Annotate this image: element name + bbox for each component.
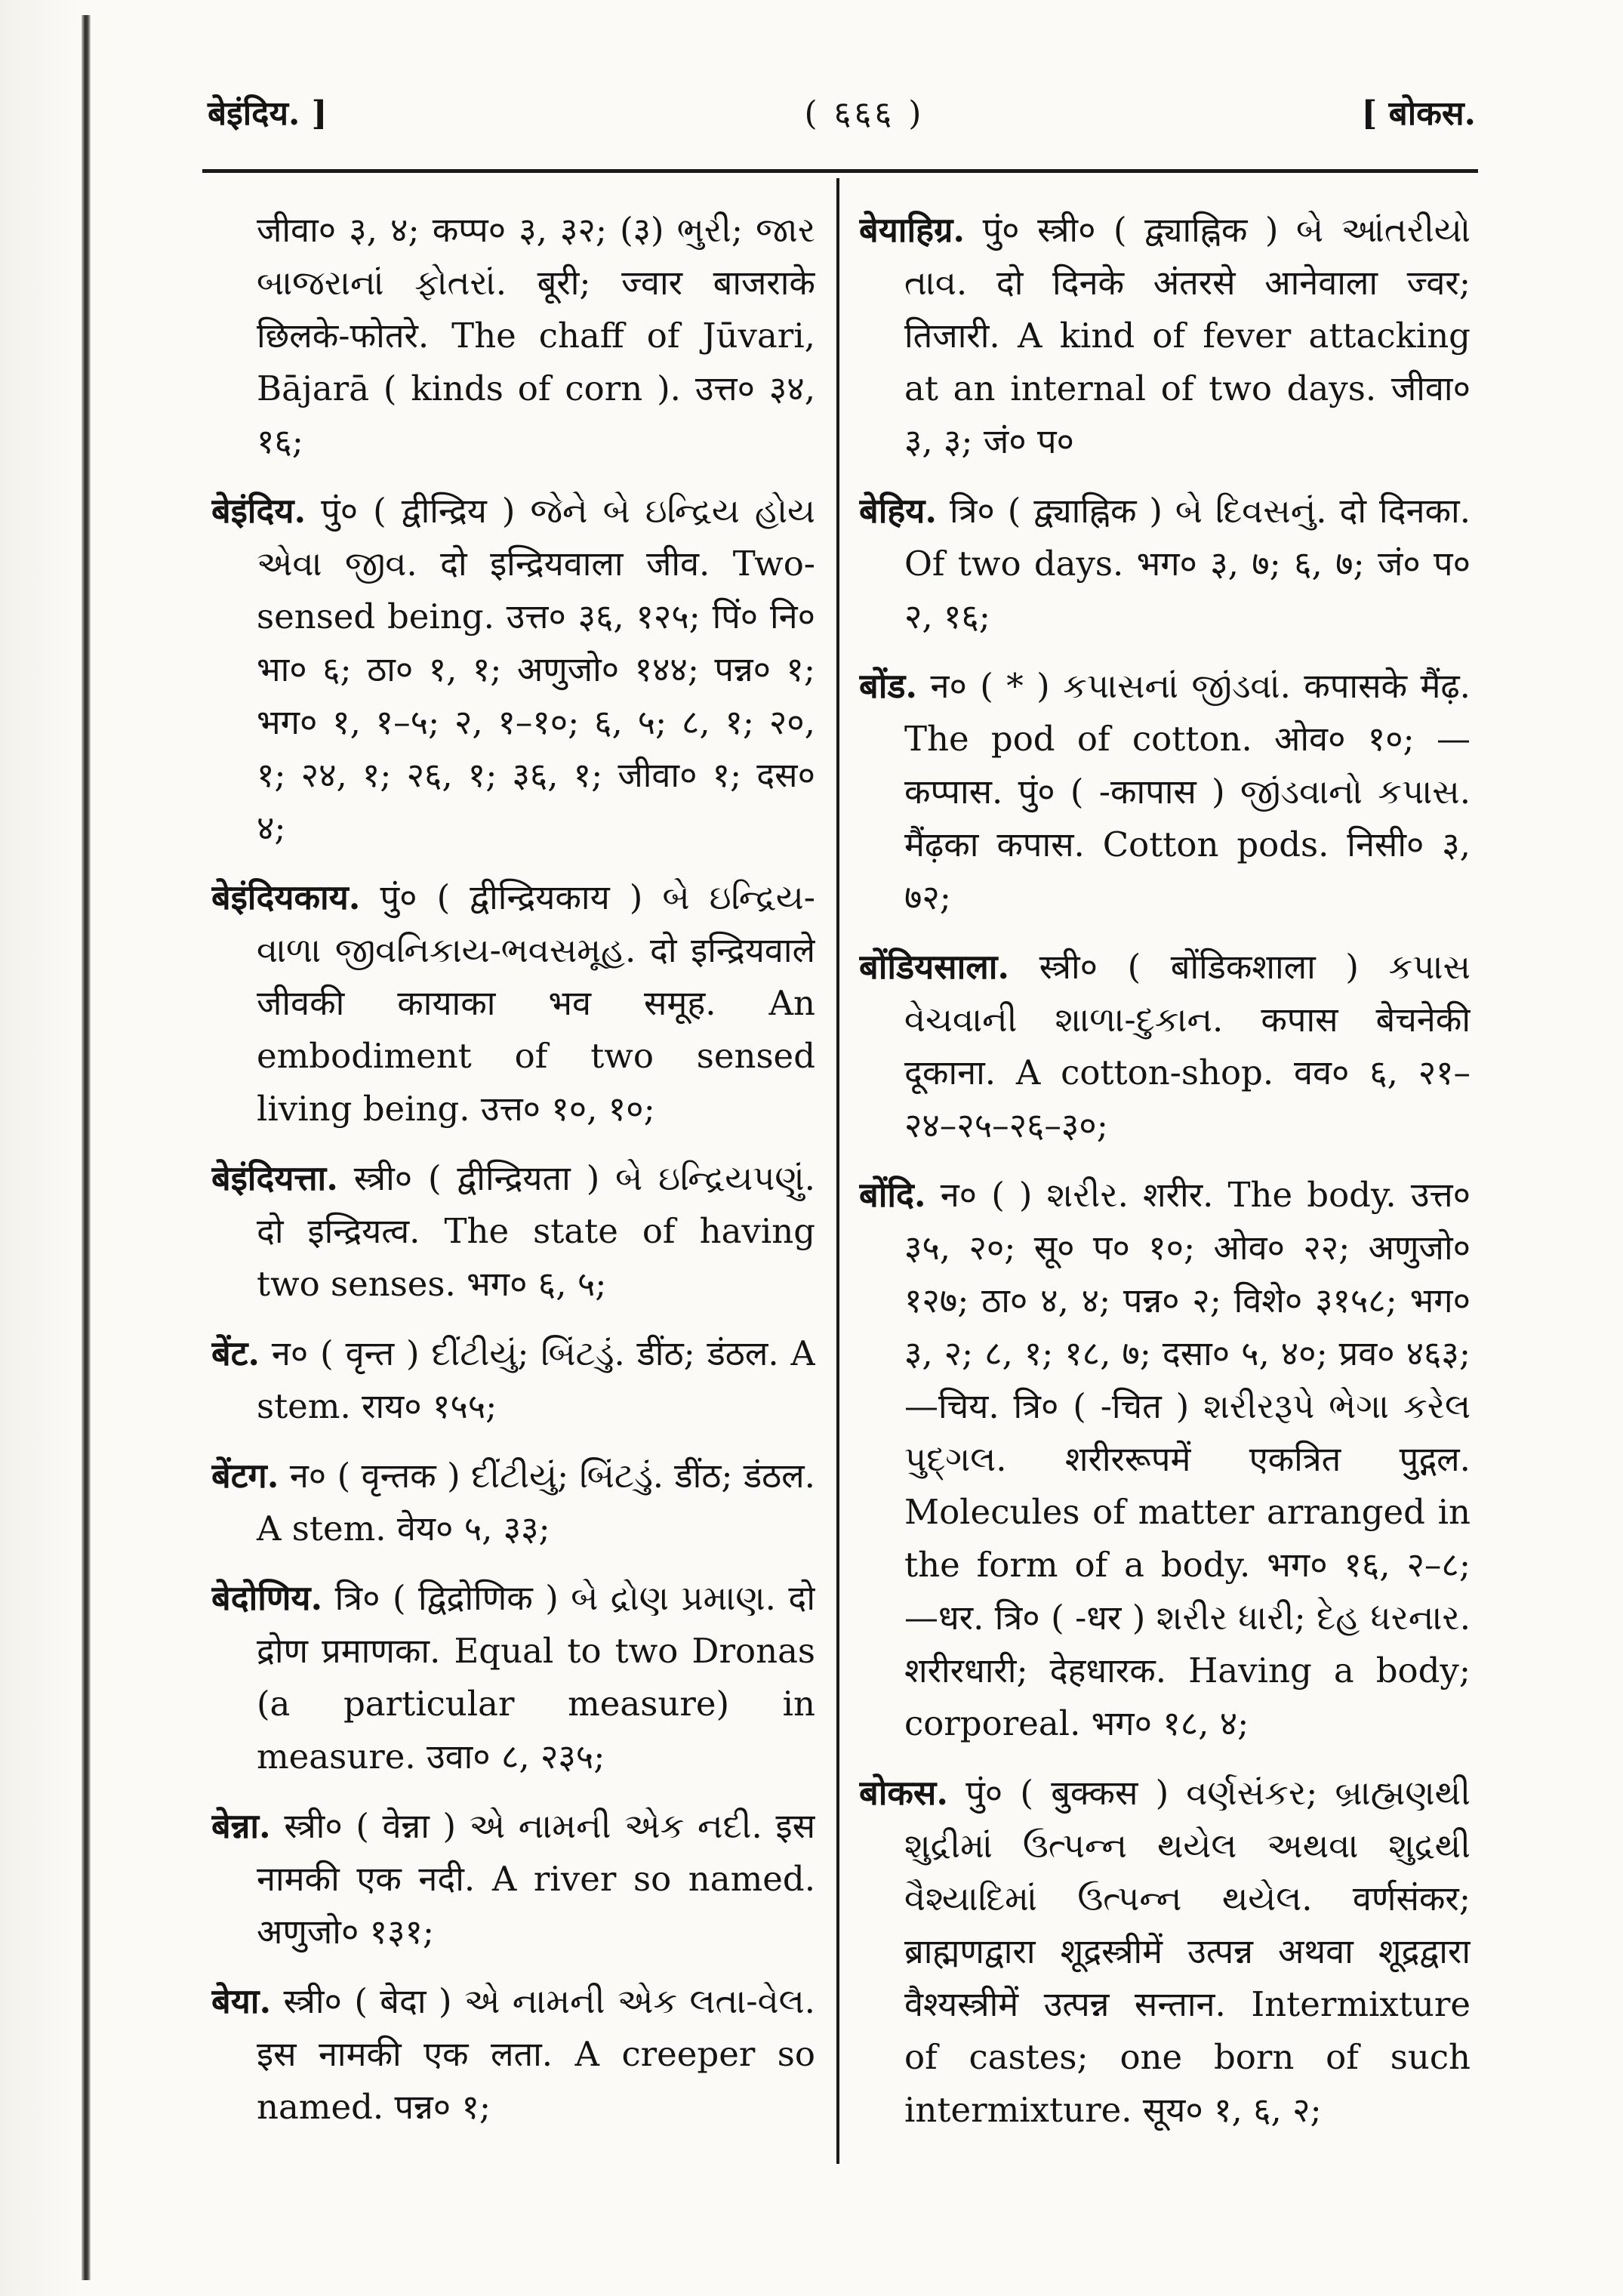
dictionary-entry — [859, 485, 1471, 643]
entry-headword: बोंडियसाला. — [859, 947, 1010, 987]
entry-body: स्त्री० ( बोंडिकशाला ) કપાસ વેચવાની શાળા-દુકાન. कपास बेचनेकी दूकाना. A cotton-shop. वव० ६, २१–२४–२५–२६–३०; — [904, 947, 1471, 1145]
dictionary-entry — [859, 1767, 1471, 2137]
entry-headword: बेन्ना. — [211, 1806, 271, 1846]
book-binding-edge — [82, 15, 91, 2280]
entry-body: पुं० ( बुक्कस ) વર્ણસંકર; બ્રાહ્મણથી શુદ્રીમાં ઉત્પન્ન થયેલ અથવા શુદ્રથી વૈશ્યાદિમાં ઉત્પન્ન થયેલ. वर्णसंकर; ब्राह्मणद्वारा शूद्रस्त्रीमें उत्पन्न अथवा शूद्रद्वारा वैश्यस्त्रीमें उत्पन्न सन्तान. Intermixture of castes; one born of such intermixture. सूय० १, ६, २; — [904, 1773, 1471, 2130]
entry-body: स्त्री० ( द्वीन्द्रियता ) બે ઇન્દ્રિયપણું. दो इन्द्रियत्व. The state of having two senses. भग० ६, ५; — [257, 1158, 815, 1304]
entry-body: न० ( ) શરીર. शरीर. The body. उत्त० ३५, २०; सू० प० १०; ओव० २२; अणुजो० १२७; ठा० ४, ४; पन्न० २; विशे० ३१५८; भग० ३, २; ८, १; १८, ७; दसा० ५, ४०; प्रव० ४६३; —चिय. त्रि० ( -चित ) શરીરરૂપે ભેગા કરેલ પુદ્ગલ. शरीररूपमें एकत्रित पुद्गल. Molecules of matter arranged in the form of a body. भग० १६, २–८; —धर. त्रि० ( -धर ) શરીર ધારી; દેહ ધરનાર. शरीरधारी; देहधारक. Having a body; corporeal. भग० १८, ४; — [904, 1175, 1471, 1743]
entry-headword: बेहिय. — [859, 491, 938, 531]
dictionary-entry — [211, 1975, 815, 2134]
entry-body: स्त्री० ( वेन्ना ) એ નામની એક નદી. इस नामकी एक नदी. A river so named. अणुजो० १३१; — [257, 1806, 815, 1952]
dictionary-entry — [859, 1169, 1471, 1750]
entry-headword: बेयाहिग्र. — [859, 210, 965, 250]
entry-headword: बोंदि. — [859, 1175, 926, 1215]
header-rule — [202, 169, 1478, 173]
dictionary-entry — [211, 1450, 815, 1555]
entry-headword: बेंटग. — [211, 1456, 279, 1496]
entry-body: न० ( वृन्त ) દીંટીયું; બિંટડું. डींठ; डंठल. A stem. राय० १५५; — [257, 1333, 815, 1426]
entry-body: पुं० ( द्वीन्द्रिय ) જેને બે ઇન્દ્રિય હોય એવા જીવ. दो इन्द्रियवाला जीव. Two-sensed being. उत्त० ३६, १२५; पिं० नि० भा० ६; ठा० १, १; अणुजो० १४४; पन्न० १; भग० १, १–५; २, १–१०; ६, ५; ८, १; २०, १; २४, १; २६, १; ३६, १; जीवा० १; दस० ४; — [257, 491, 815, 848]
entry-body: न० ( * ) કપાસનાં જીંડવાં. कपासके मैंढ़. The pod of cotton. ओव० १०; —कप्पास. पुं० ( -कापास ) જીંડવાનો કપાસ. मैंढ़का कपास. Cotton pods. निसी० ३, ७२; — [904, 666, 1471, 917]
entry-body: स्त्री० ( बेदा ) એ નામની એક લતા-વેલ. इस नामकी एक लता. A creeper so named. पन्न० १; — [257, 1981, 815, 2127]
left-column — [211, 204, 815, 2242]
dictionary-entry — [859, 941, 1471, 1152]
dictionary-entry — [211, 1327, 815, 1433]
entry-body: त्रि० ( द्विद्रोणिक ) બે દ્રોણ પ્રમાણ. दो द्रोण प्रमाणका. Equal to two Dronas (a particular measure) in measure. उवा० ८, २३५; — [257, 1578, 815, 1777]
dictionary-entry — [211, 204, 815, 468]
entry-headword: बोंड. — [859, 666, 918, 706]
entry-headword: बेइंदियकाय. — [211, 877, 361, 917]
dictionary-entry — [859, 204, 1471, 468]
column-divider — [836, 178, 839, 2164]
dictionary-entry — [859, 660, 1471, 924]
entry-headword: बेदोणिय. — [211, 1578, 323, 1618]
entry-body: पुं० ( द्वीन्द्रियकाय ) બે ઇન્દ્રિય-વાળા જીવનિકાય-ભવસમૂહ. दो इन्द्रियवाले जीवकी कायाका भव समूह. An embodiment of two sensed living being. उत्त० १०, १०; — [257, 877, 815, 1129]
entry-body: पुं० स्त्री० ( द्व्याह्निक ) બે આંતરીયો તાવ. दो दिनके अंतरसे आनेवाला ज्वर; तिजारी. A kind of fever attacking at an internal of two days. जीवा० ३, ३; जं० प० — [904, 210, 1471, 461]
dictionary-entry — [211, 485, 815, 855]
dictionary-entry — [211, 1152, 815, 1311]
entry-body: न० ( वृन्तक ) દીંટીયું; બિંટડું. डींठ; डंठल. A stem. वेय० ५, ३३; — [257, 1456, 815, 1549]
header-left-guide-word: बेइंदिय. ] — [208, 94, 328, 133]
entry-headword: बोकस. — [859, 1773, 948, 1813]
entry-headword: बेइंदियत्ता. — [211, 1158, 338, 1198]
right-column — [859, 204, 1471, 2242]
entry-headword: बेया. — [211, 1981, 272, 2021]
entry-body: जीवा० ३, ४; कप्प० ३, ३२; (३) ભુરી; જાર બાજરાનાં ફોતરાં. बूरी; ज्वार बाजराके छिलके-फोतरे. The chaff of Jūvari, Bājarā ( kinds of corn ). उत्त० ३४, १६; — [257, 210, 815, 461]
entry-headword: बेइंदिय. — [211, 491, 306, 531]
scan-margin — [0, 0, 82, 2296]
page-header — [208, 76, 1476, 136]
header-right-guide-word: [ बोकस. — [1361, 94, 1476, 133]
dictionary-entry — [211, 871, 815, 1136]
dictionary-entry — [211, 1572, 815, 1783]
entry-headword: बेंट. — [211, 1333, 260, 1373]
page-number: ( ६६६ ) — [804, 94, 925, 133]
dictionary-entry — [211, 1800, 815, 1959]
entry-body: त्रि० ( द्व्याह्निक ) બે દિવસનું. दो दिनका. Of two days. भग० ३, ७; ६, ७; जं० प० २, १६; — [904, 491, 1471, 636]
